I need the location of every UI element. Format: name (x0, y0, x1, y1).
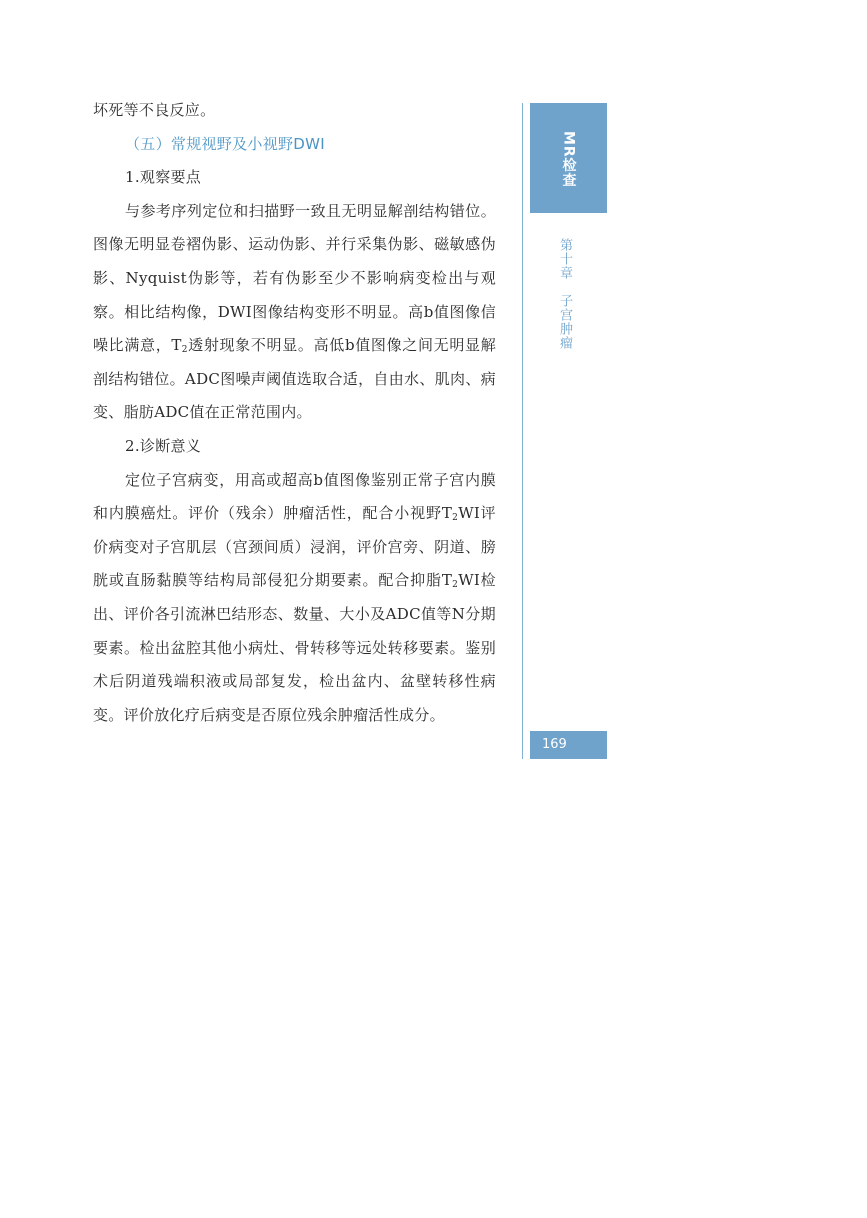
paragraph-diagnostic-text-3: WI检出、评价各引流淋巴结形态、数量、大小及ADC值等N分期要素。检出盆腔其他小病灶、骨转移等远处转移要素。鉴别术后阴道残端积液或局部复发，检出盆内、盆壁转移性病变。评价放化疗后病变是否原位残余肿瘤活性成分。 (93, 571, 496, 724)
paragraph-diagnostic-text-2: WI评价病变对子宫肌层（宫颈间质）浸润，评价宫旁、阴道、膀胱或直肠黏膜等结构局部侵犯分期要素。配合抑脂T (93, 504, 496, 590)
section-tab-label: MR检查 (560, 131, 577, 188)
page-number-box (530, 731, 607, 759)
margin-divider (522, 103, 523, 759)
subheading-observation-points: 1.观察要点 (125, 168, 202, 187)
paragraph-observation-text-3: 透射现象不明显。高低b值图像之间无明显解剖结构错位。ADC图噪声阈值选取合适，自由水、肌肉、病变、脂肪ADC值在正常范围内。 (93, 336, 496, 422)
paragraph-continuation: 坏死等不良反应。 (93, 101, 216, 119)
section-tab (530, 103, 607, 213)
page-number: 169 (542, 737, 567, 752)
subscript-2: 2 (181, 345, 188, 356)
body-text (93, 94, 496, 732)
section-heading: （五）常规视野及小视野DWI (125, 134, 326, 153)
paragraph-observation (93, 195, 496, 430)
subscript-2: 2 (452, 513, 459, 524)
chapter-label: 第十章 子宫肿瘤 (557, 238, 572, 350)
paragraph-diagnostic (93, 464, 496, 733)
paragraph-observation-text-2: 高b值图像信噪比满意，T (93, 302, 497, 355)
subheading-diagnostic-significance: 2.诊断意义 (125, 436, 202, 455)
subscript-2: 2 (452, 580, 459, 591)
paragraph-diagnostic-text-1: 定位子宫病变，用高或超高b值图像鉴别正常子宫内膜和内膜癌灶。评价（残余）肿瘤活性，配合小视野T (93, 470, 496, 523)
paragraph-observation-text-1: 与参考序列定位和扫描野一致且无明显解剖结构错位。图像无明显卷褶伪影、运动伪影、并行采集伪影、磁敏感伪影、Nyquist伪影等，若有伪影至少不影响病变检出与观察。相比结构像，DWI图像结构变形不明显。 (93, 201, 496, 321)
